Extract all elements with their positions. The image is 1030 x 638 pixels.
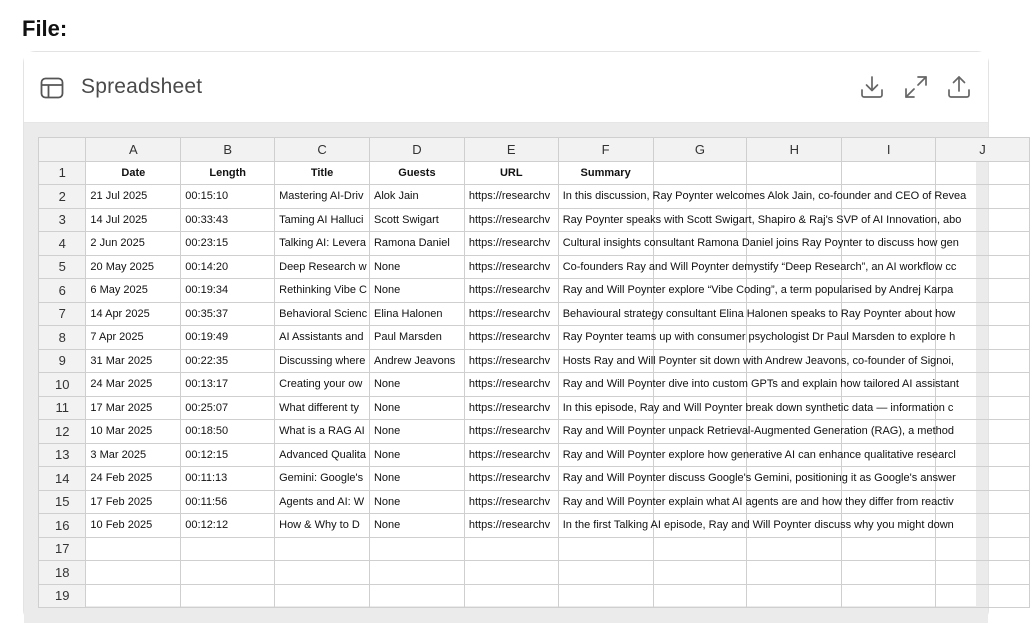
grid-cell[interactable]: URL [464, 161, 558, 185]
grid-cell[interactable]: None [369, 420, 464, 444]
column-header[interactable]: G [653, 138, 747, 162]
grid-cell[interactable] [369, 561, 464, 585]
grid-cell[interactable] [842, 561, 936, 585]
grid-cell[interactable]: Ray Poynter speaks with Scott Swigart, Shapiro & Raj's SVP of AI Innovation, abo [558, 208, 653, 232]
row-header[interactable]: 15 [39, 490, 86, 514]
grid-cell[interactable]: https://researchv [464, 349, 558, 373]
grid-cell[interactable]: 00:19:49 [181, 326, 275, 350]
row-header[interactable]: 13 [39, 443, 86, 467]
table-row [39, 279, 1030, 303]
grid-cell[interactable]: In this episode, Ray and Will Poynter break down synthetic data — information c [558, 396, 653, 420]
column-header[interactable]: C [275, 138, 370, 162]
grid-cell[interactable]: 00:12:12 [181, 514, 275, 538]
grid-cell[interactable] [558, 537, 653, 561]
grid-cell[interactable]: None [369, 373, 464, 397]
table-row [39, 443, 1030, 467]
table-row [39, 208, 1030, 232]
grid-cell[interactable]: Taming AI Halluci [275, 208, 370, 232]
grid-cell[interactable]: None [369, 467, 464, 491]
grid-cell[interactable] [86, 584, 181, 608]
grid-cell[interactable] [747, 561, 842, 585]
grid-cell[interactable] [747, 161, 842, 185]
grid-cell[interactable]: 24 Feb 2025 [86, 467, 181, 491]
grid-cell[interactable]: 00:33:43 [181, 208, 275, 232]
grid-cell[interactable] [936, 537, 1030, 561]
grid-cell[interactable]: https://researchv [464, 279, 558, 303]
table-row [39, 490, 1030, 514]
expand-icon[interactable] [903, 74, 929, 100]
row-header[interactable]: 2 [39, 185, 86, 209]
grid-cell[interactable]: Ray and Will Poynter explain what AI agents are and how they differ from reactiv [558, 490, 653, 514]
column-header-row [39, 138, 1030, 162]
grid-cell[interactable] [86, 561, 181, 585]
grid-cell[interactable] [653, 537, 747, 561]
file-label: File: [22, 16, 68, 41]
row-header[interactable]: 3 [39, 208, 86, 232]
grid-cell[interactable]: Ray and Will Poynter dive into custom GPTs and explain how tailored AI assistant [558, 373, 653, 397]
corner-cell[interactable] [39, 138, 86, 162]
grid-cell[interactable]: Andrew Jeavons [369, 349, 464, 373]
grid-cell[interactable] [181, 561, 275, 585]
grid-cell[interactable] [936, 584, 1030, 608]
column-header[interactable]: E [464, 138, 558, 162]
grid-cell[interactable]: 00:14:20 [181, 255, 275, 279]
grid-cell[interactable]: Scott Swigart [369, 208, 464, 232]
grid-cell[interactable]: https://researchv [464, 420, 558, 444]
grid-cell[interactable]: Alok Jain [369, 185, 464, 209]
grid-cell[interactable]: Discussing where [275, 349, 370, 373]
row-header[interactable]: 8 [39, 326, 86, 350]
column-header[interactable]: H [747, 138, 842, 162]
grid-cell[interactable]: 00:11:13 [181, 467, 275, 491]
grid-cell[interactable]: 14 Apr 2025 [86, 302, 181, 326]
grid-cell[interactable]: 00:11:56 [181, 490, 275, 514]
grid-cell[interactable] [936, 561, 1030, 585]
grid-cell[interactable]: How & Why to D [275, 514, 370, 538]
grid-cell[interactable]: 00:15:10 [181, 185, 275, 209]
grid-cell[interactable]: 00:13:17 [181, 373, 275, 397]
row-header[interactable]: 18 [39, 561, 86, 585]
grid-cell[interactable]: Title [275, 161, 370, 185]
column-header[interactable]: I [842, 138, 936, 162]
grid-cell[interactable]: Cultural insights consultant Ramona Daniel joins Ray Poynter to discuss how gen [558, 232, 653, 256]
grid-cell[interactable] [842, 161, 936, 185]
grid-cell[interactable]: https://researchv [464, 232, 558, 256]
grid-cell[interactable] [747, 537, 842, 561]
table-row [39, 302, 1030, 326]
row-header[interactable]: 17 [39, 537, 86, 561]
grid-cell[interactable] [653, 161, 747, 185]
grid-cell[interactable] [464, 561, 558, 585]
grid-cell[interactable]: Ray Poynter teams up with consumer psychologist Dr Paul Marsden to explore h [558, 326, 653, 350]
grid-cell[interactable]: 31 Mar 2025 [86, 349, 181, 373]
grid-cell[interactable] [653, 561, 747, 585]
grid-cell[interactable]: https://researchv [464, 373, 558, 397]
grid-cell[interactable] [558, 561, 653, 585]
grid-cell[interactable] [275, 584, 370, 608]
grid-cell[interactable]: Co-founders Ray and Will Poynter demystify “Deep Research”, an AI workflow cc [558, 255, 653, 279]
grid-cell[interactable]: 7 Apr 2025 [86, 326, 181, 350]
grid-cell[interactable]: 10 Mar 2025 [86, 420, 181, 444]
grid-cell[interactable]: 14 Jul 2025 [86, 208, 181, 232]
column-header[interactable]: D [369, 138, 464, 162]
grid-cell[interactable]: None [369, 396, 464, 420]
table-row [39, 161, 1030, 185]
grid-cell[interactable] [86, 537, 181, 561]
grid-cell[interactable]: Ray and Will Poynter explore “Vibe Coding”, a term popularised by Andrej Karpa [558, 279, 653, 303]
grid-cell[interactable]: Paul Marsden [369, 326, 464, 350]
grid-cell[interactable]: https://researchv [464, 208, 558, 232]
grid-cell[interactable]: Rethinking Vibe C [275, 279, 370, 303]
grid-cell[interactable]: None [369, 255, 464, 279]
grid-cell[interactable]: 21 Jul 2025 [86, 185, 181, 209]
grid-cell[interactable]: Behavioural strategy consultant Elina Halonen speaks to Ray Poynter about how [558, 302, 653, 326]
grid-cell[interactable]: What is a RAG AI [275, 420, 370, 444]
row-header[interactable]: 14 [39, 467, 86, 491]
table-row [39, 584, 1030, 608]
grid-cell[interactable]: 00:19:34 [181, 279, 275, 303]
row-header[interactable]: 12 [39, 420, 86, 444]
grid-cell[interactable]: Length [181, 161, 275, 185]
grid-cell[interactable]: None [369, 490, 464, 514]
table-row [39, 514, 1030, 538]
row-header[interactable]: 11 [39, 396, 86, 420]
row-header[interactable]: 6 [39, 279, 86, 303]
grid-cell[interactable]: 00:22:35 [181, 349, 275, 373]
grid-cell[interactable]: In the first Talking AI episode, Ray and Will Poynter discuss why you might down [558, 514, 653, 538]
grid-cell[interactable]: https://researchv [464, 467, 558, 491]
table-row [39, 420, 1030, 444]
row-header[interactable]: 5 [39, 255, 86, 279]
grid-cell[interactable]: https://researchv [464, 443, 558, 467]
grid-cell[interactable]: Ray and Will Poynter unpack Retrieval-Augmented Generation (RAG), a method [558, 420, 653, 444]
grid-cell[interactable]: 00:23:15 [181, 232, 275, 256]
table-row [39, 467, 1030, 491]
row-header[interactable]: 16 [39, 514, 86, 538]
table-row [39, 326, 1030, 350]
grid-cell[interactable]: Advanced Qualita [275, 443, 370, 467]
column-header[interactable]: F [558, 138, 653, 162]
grid-cell[interactable]: https://researchv [464, 302, 558, 326]
table-row [39, 396, 1030, 420]
grid-cell[interactable] [842, 584, 936, 608]
grid-cell[interactable] [653, 584, 747, 608]
grid-cell[interactable]: Guests [369, 161, 464, 185]
grid-cell[interactable]: 00:18:50 [181, 420, 275, 444]
table-row [39, 373, 1030, 397]
row-header[interactable]: 1 [39, 161, 86, 185]
column-header[interactable]: B [181, 138, 275, 162]
grid-cell[interactable] [369, 584, 464, 608]
grid-cell[interactable]: Summary [558, 161, 653, 185]
grid-cell[interactable]: 3 Mar 2025 [86, 443, 181, 467]
grid-cell[interactable] [558, 584, 653, 608]
grid-cell[interactable]: 17 Mar 2025 [86, 396, 181, 420]
grid-cell[interactable]: 20 May 2025 [86, 255, 181, 279]
grid-cell[interactable] [747, 584, 842, 608]
grid-cell[interactable]: Ray and Will Poynter explore how generative AI can enhance qualitative researcl [558, 443, 653, 467]
column-header[interactable]: J [936, 138, 1030, 162]
grid-cell[interactable] [464, 537, 558, 561]
grid-cell[interactable]: https://researchv [464, 396, 558, 420]
column-header[interactable]: A [86, 138, 181, 162]
grid-cell[interactable]: https://researchv [464, 326, 558, 350]
download-icon[interactable] [859, 74, 885, 100]
table-row [39, 537, 1030, 561]
card-title: Spreadsheet [81, 75, 203, 98]
row-header[interactable]: 10 [39, 373, 86, 397]
sheet-table [38, 137, 1030, 608]
row-header[interactable]: 19 [39, 584, 86, 608]
grid-cell[interactable]: Talking AI: Levera [275, 232, 370, 256]
grid-cell[interactable]: Agents and AI: W [275, 490, 370, 514]
grid-cell[interactable]: In this discussion, Ray Poynter welcomes Alok Jain, co-founder and CEO of Revea [558, 185, 653, 209]
grid-cell[interactable]: AI Assistants and [275, 326, 370, 350]
grid-cell[interactable]: https://researchv [464, 255, 558, 279]
table-icon [40, 77, 64, 99]
grid-cell[interactable]: https://researchv [464, 490, 558, 514]
grid-cell[interactable]: Hosts Ray and Will Poynter sit down with Andrew Jeavons, co-founder of Signoi, [558, 349, 653, 373]
row-header[interactable]: 7 [39, 302, 86, 326]
spreadsheet-grid[interactable] [38, 137, 986, 606]
grid-cell[interactable] [369, 537, 464, 561]
grid-cell[interactable]: Ray and Will Poynter discuss Google's Gemini, positioning it as Google's answer [558, 467, 653, 491]
grid-cell[interactable]: Elina Halonen [369, 302, 464, 326]
share-icon[interactable] [946, 74, 972, 100]
spreadsheet-card [23, 51, 989, 622]
table-row [39, 561, 1030, 585]
card-header [24, 52, 988, 123]
table-row [39, 255, 1030, 279]
grid-cell[interactable]: 00:35:37 [181, 302, 275, 326]
grid-cell[interactable]: None [369, 279, 464, 303]
grid-cell[interactable]: None [369, 514, 464, 538]
grid-cell[interactable]: Gemini: Google's [275, 467, 370, 491]
row-header[interactable]: 4 [39, 232, 86, 256]
grid-cell[interactable]: 00:25:07 [181, 396, 275, 420]
grid-cell[interactable]: https://researchv [464, 514, 558, 538]
grid-cell[interactable]: None [369, 443, 464, 467]
grid-cell[interactable]: Creating your ow [275, 373, 370, 397]
grid-cell[interactable]: Mastering AI-Driv [275, 185, 370, 209]
grid-cell[interactable] [181, 537, 275, 561]
grid-cell[interactable]: Behavioral Scienc [275, 302, 370, 326]
row-header[interactable]: 9 [39, 349, 86, 373]
grid-cell[interactable] [842, 537, 936, 561]
table-row [39, 349, 1030, 373]
grid-cell[interactable] [936, 161, 1030, 185]
grid-cell[interactable] [464, 584, 558, 608]
grid-cell[interactable]: 24 Mar 2025 [86, 373, 181, 397]
grid-cell[interactable] [275, 537, 370, 561]
grid-area [24, 123, 988, 623]
grid-cell[interactable]: 00:12:15 [181, 443, 275, 467]
grid-cell[interactable] [275, 561, 370, 585]
grid-cell[interactable]: 10 Feb 2025 [86, 514, 181, 538]
grid-cell[interactable]: 6 May 2025 [86, 279, 181, 303]
grid-cell[interactable]: Date [86, 161, 181, 185]
grid-cell[interactable]: What different ty [275, 396, 370, 420]
table-row [39, 185, 1030, 209]
table-row [39, 232, 1030, 256]
grid-cell[interactable] [181, 584, 275, 608]
grid-cell[interactable]: Deep Research w [275, 255, 370, 279]
grid-cell[interactable]: https://researchv [464, 185, 558, 209]
grid-cell[interactable]: 17 Feb 2025 [86, 490, 181, 514]
grid-cell[interactable]: 2 Jun 2025 [86, 232, 181, 256]
grid-cell[interactable]: Ramona Daniel [369, 232, 464, 256]
